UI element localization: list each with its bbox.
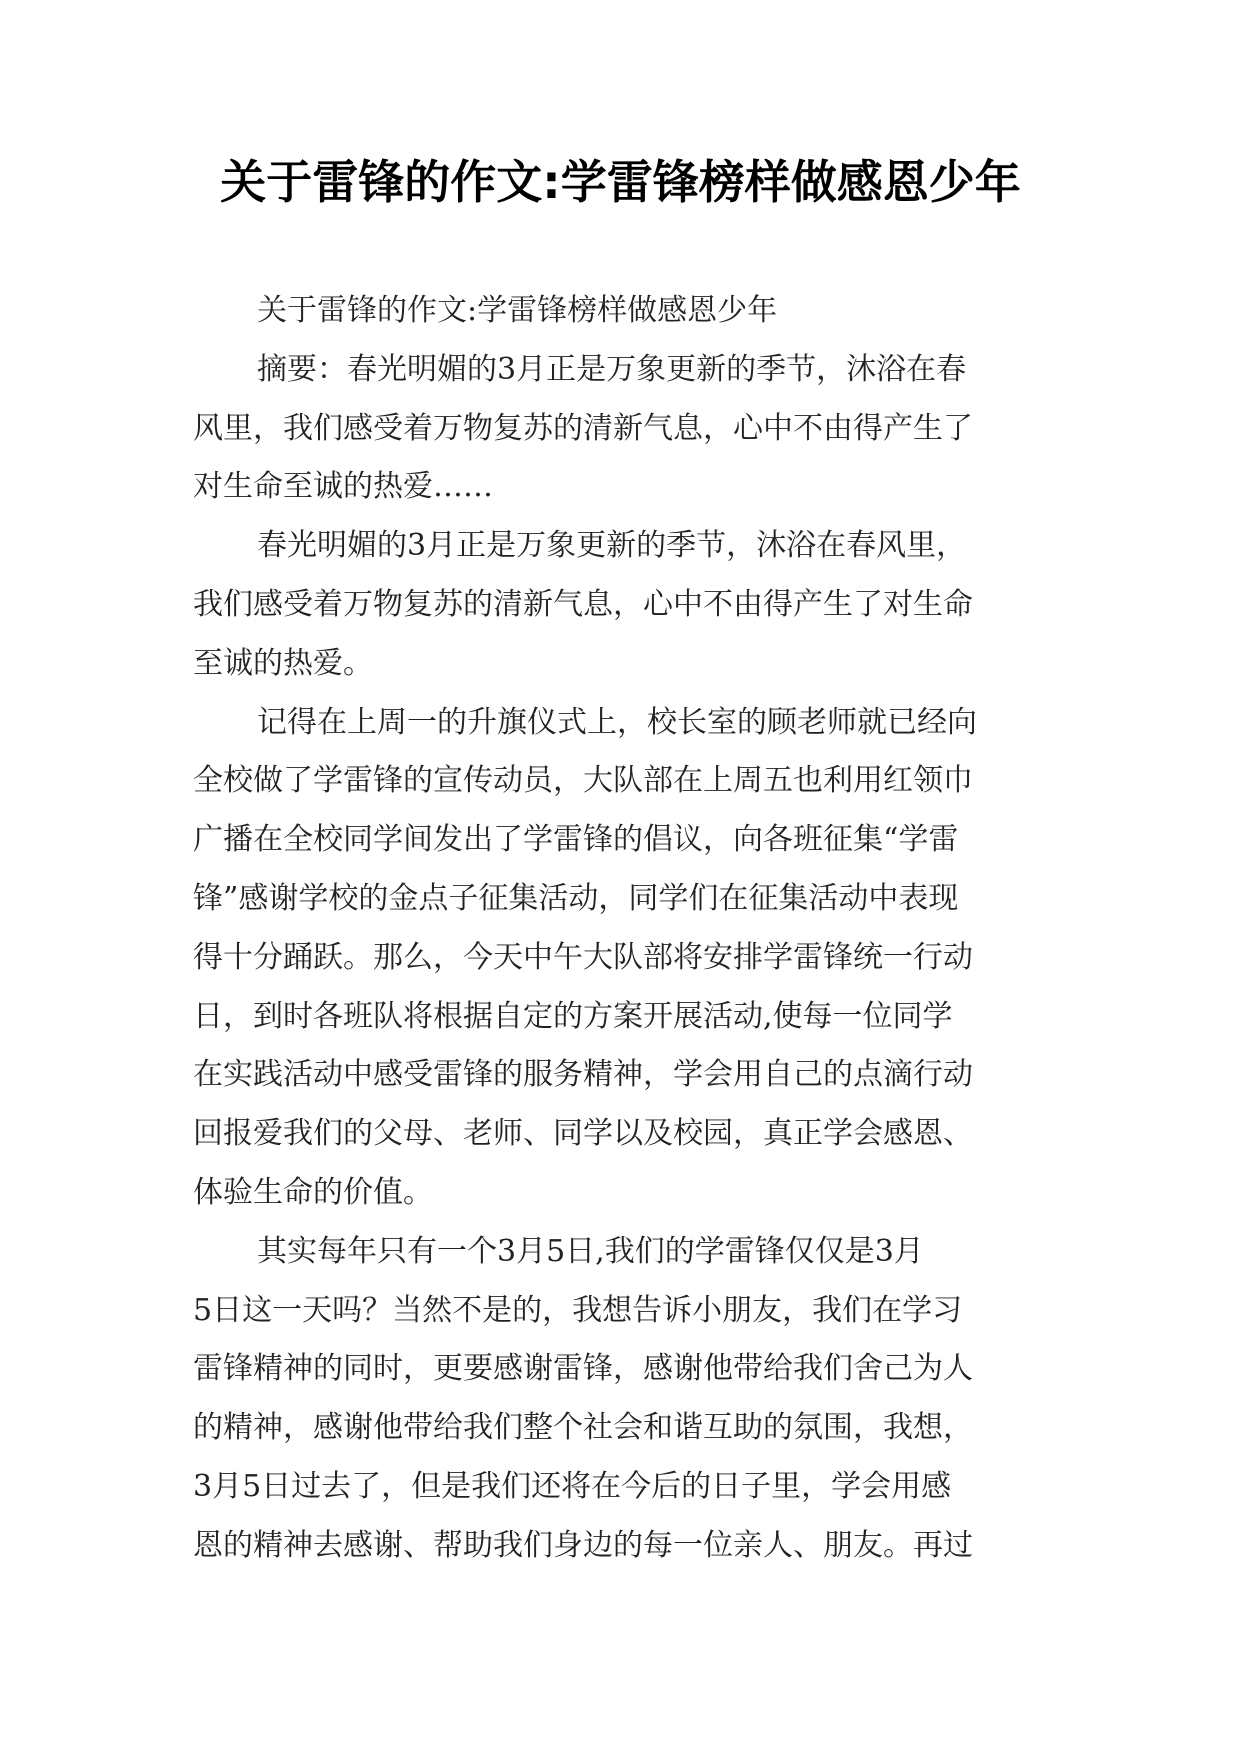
text-line: 全校做了学雷锋的宣传动员，大队部在上周五也利用红领巾	[193, 763, 973, 799]
text-line: 5日这一天吗？当然不是的，我想告诉小朋友，我们在学习	[193, 1292, 963, 1328]
text-line: 其实每年只有一个3月5日,我们的学雷锋仅仅是3月	[257, 1233, 924, 1269]
text-line: 关于雷锋的作文:学雷锋榜样做感恩少年	[257, 293, 778, 328]
document-title: 关于雷锋的作文:学雷锋榜样做感恩少年	[220, 155, 1021, 209]
text-line: 风里，我们感受着万物复苏的清新气息，心中不由得产生了	[193, 410, 973, 446]
text-line: 回报爱我们的父母、老师、同学以及校园，真正学会感恩、	[193, 1116, 973, 1152]
text-line: 广播在全校同学间发出了学雷锋的倡议，向各班征集“学雷	[193, 822, 959, 858]
text-line: 在实践活动中感受雷锋的服务精神，学会用自己的点滴行动	[193, 1057, 973, 1093]
text-line: 摘要：春光明媚的3月正是万象更新的季节，沐浴在春	[257, 351, 967, 387]
text-line: 恩的精神去感谢、帮助我们身边的每一位亲人、朋友。再过	[193, 1527, 973, 1563]
paragraph-abstract	[193, 341, 1059, 517]
text-line: 日，到时各班队将根据自定的方案开展活动,使每一位同学	[193, 998, 953, 1034]
paragraph-2	[193, 694, 1059, 1223]
text-line: 锋”感谢学校的金点子征集活动，同学们在征集活动中表现	[193, 880, 959, 916]
text-line: 至诚的热爱。	[193, 645, 373, 681]
paragraph-heading	[193, 282, 1059, 341]
paragraph-3	[193, 1223, 1059, 1576]
text-line: 得十分踊跃。那么，今天中午大队部将安排学雷锋统一行动	[193, 939, 973, 975]
text-line: 记得在上周一的升旗仪式上，校长室的顾老师就已经向	[257, 704, 977, 740]
text-line: 的精神，感谢他带给我们整个社会和谐互助的氛围，我想，	[193, 1410, 973, 1446]
text-line: 春光明媚的3月正是万象更新的季节，沐浴在春风里，	[257, 528, 967, 564]
text-line: 雷锋精神的同时，更要感谢雷锋，感谢他带给我们舍己为人	[193, 1351, 973, 1387]
text-line: 我们感受着万物复苏的清新气息，心中不由得产生了对生命	[193, 586, 973, 622]
paragraph-1	[193, 517, 1059, 693]
document-body	[193, 282, 1059, 1576]
text-line: 体验生命的价值。	[193, 1174, 433, 1210]
text-line: 对生命至诚的热爱……	[193, 469, 493, 505]
text-line: 3月5日过去了，但是我们还将在今后的日子里，学会用感	[193, 1468, 952, 1504]
